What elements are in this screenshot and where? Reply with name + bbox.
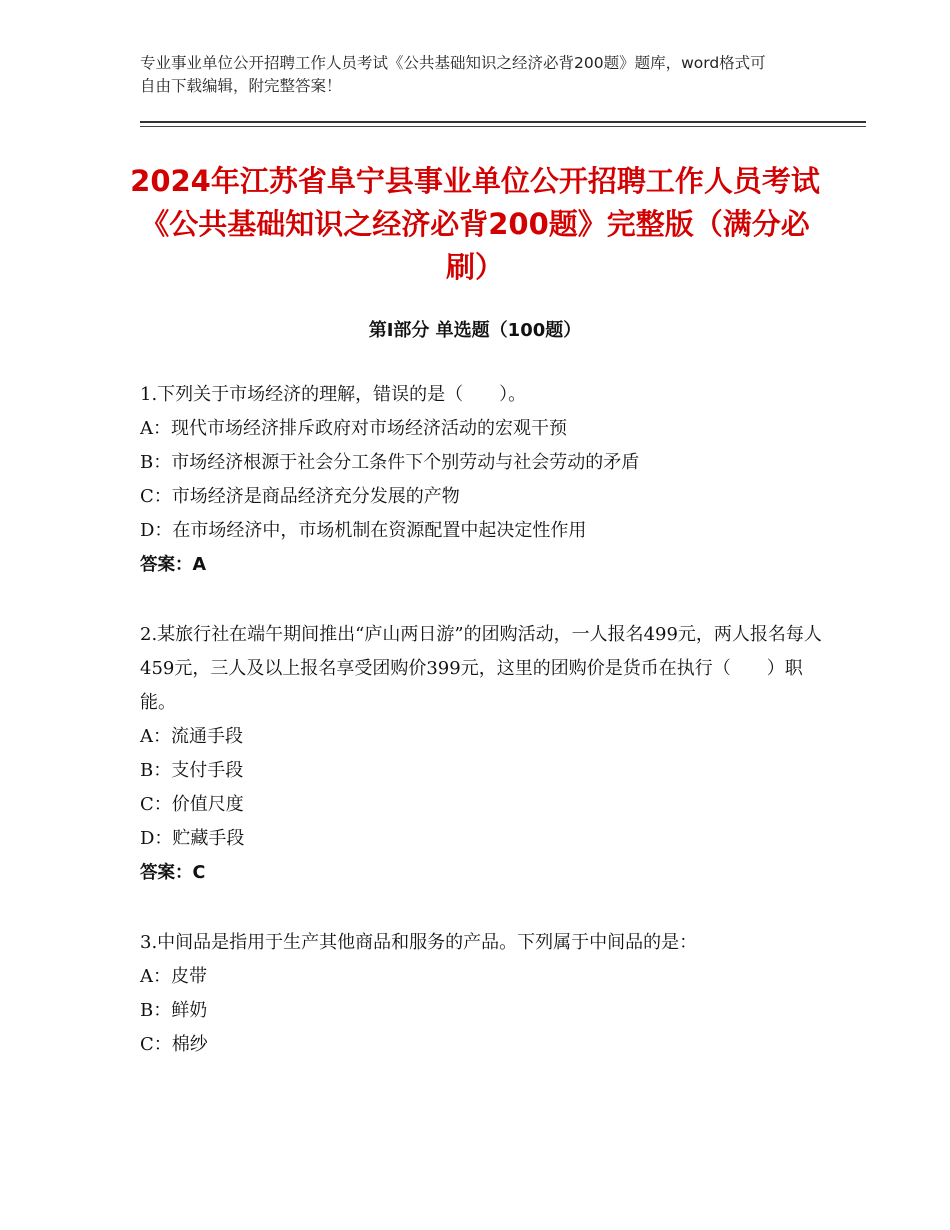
option-a: A：现代市场经济排斥政府对市场经济活动的宏观干预: [140, 418, 567, 439]
option-c: C：市场经济是商品经济充分发展的产物: [140, 486, 460, 507]
question-stem: 3.中间品是指用于生产其他商品和服务的产品。下列属于中间品的是：: [140, 932, 698, 953]
answer-label: 答案：A: [140, 555, 207, 575]
question-stem: 1.下列关于市场经济的理解，错误的是（ ）。: [140, 384, 527, 405]
header-rule-thin: [140, 126, 866, 127]
option-d: D：在市场经济中，市场机制在资源配置中起决定性作用: [140, 520, 587, 541]
option-c: C：价值尺度: [140, 794, 244, 815]
question-list: [140, 378, 830, 1098]
header-rule-thick: [140, 121, 866, 123]
option-b: B：支付手段: [140, 760, 244, 781]
question-3: [140, 926, 830, 1062]
document-title: 2024年江苏省阜宁县事业单位公开招聘工作人员考试《公共基础知识之经济必背200题》完整版（满分必刷）: [130, 164, 820, 284]
option-b: B：鲜奶: [140, 1000, 208, 1021]
question-2: [140, 618, 830, 890]
option-a: A：流通手段: [140, 726, 243, 747]
option-d: D：贮藏手段: [140, 828, 245, 849]
question-1: [140, 378, 830, 582]
option-c: C：棉纱: [140, 1034, 208, 1055]
section-title: 第Ⅰ部分 单选题（100题）: [368, 320, 582, 341]
header-note: 专业事业单位公开招聘工作人员考试《公共基础知识之经济必背200题》题库，word格式可自由下载编辑，附完整答案！: [140, 54, 766, 95]
question-stem: 2.某旅行社在端午期间推出“庐山两日游”的团购活动，一人报名499元，两人报名每人459元，三人及以上报名享受团购价399元，这里的团购价是货币在执行（ ）职能。: [140, 624, 822, 713]
answer-label: 答案：C: [140, 863, 206, 883]
option-a: A：皮带: [140, 966, 207, 987]
option-b: B：市场经济根源于社会分工条件下个别劳动与社会劳动的矛盾: [140, 452, 640, 473]
